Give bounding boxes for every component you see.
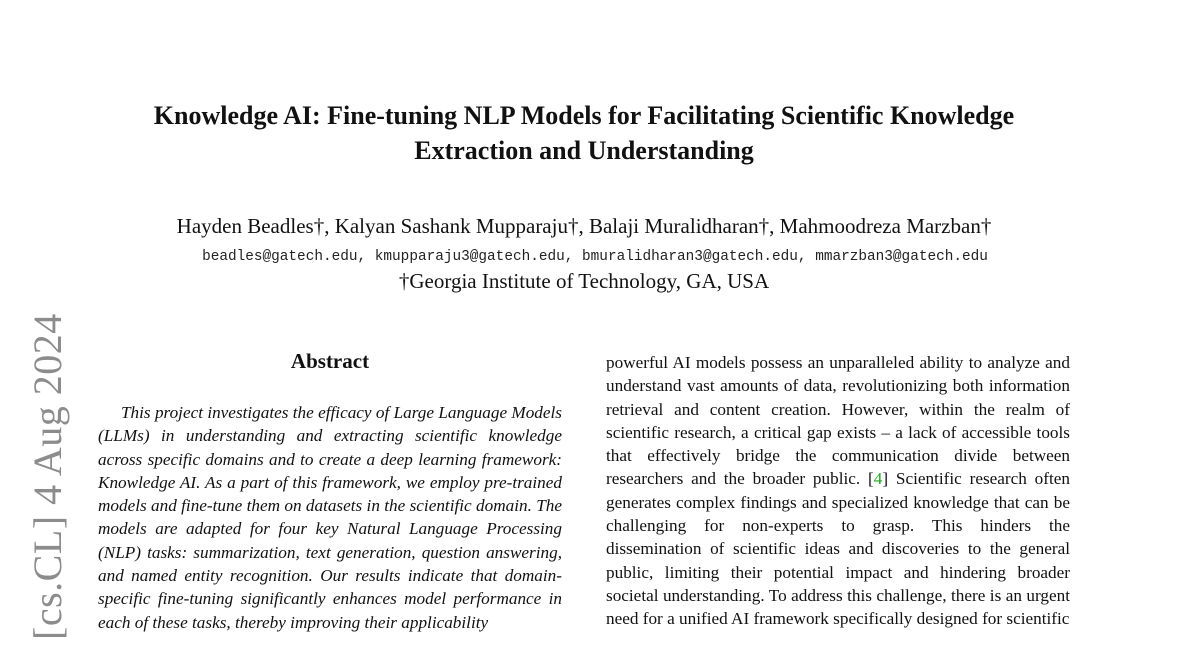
author-affiliation: †Georgia Institute of Technology, GA, USA: [398, 269, 770, 293]
intro-text-part-1: powerful AI models possess an unparalleled ability to analyze and understand vast amounts of data, revolutionizing both information retrieval and content creation. However, within the realm of scientific research, a critical gap exists – a lack of accessible tools that effectively bridge the communication divide between researchers and the broader public. [: [606, 353, 1070, 489]
citation-link[interactable]: 4: [873, 469, 883, 489]
introduction-paragraph: [606, 351, 1070, 631]
paper-title: [80, 98, 1088, 168]
author-list: Hayden Beadles†, Kalyan Sashank Mupparaju†, Balaji Muralidharan†, Mahmoodreza Marzban†: [176, 214, 992, 238]
title-line-1: Knowledge AI: Fine-tuning NLP Models for Facilitating Scientific Knowledge: [153, 101, 1015, 130]
title-line-2: Extraction and Understanding: [414, 136, 754, 165]
intro-text-part-2: ] Scientific research often generates complex findings and specialized knowledge that can be challenging for non-experts to grasp. This hinders the dissemination of scientific ideas and discoveries to the general public, limiting their potential impact and hindering broader societal understanding. To address this challenge, there is an urgent need for a unified AI framework specifically designed for scientific: [606, 469, 1070, 629]
abstract-heading: Abstract: [290, 349, 370, 373]
abstract-text: This project investigates the efficacy of Large Language Models (LLMs) in understanding and extracting scientific knowledge across specific domains and to create a deep learning framework: Knowledge AI. As a part of this framework, we employ pre-trained models and fine-tune them on datasets in the scientific domain. The models are adapted for four key Natural Language Processing (NLP) tasks: summarization, text generation, question answering, and named entity recognition. Our results indicate that domain-specific fine-tuning significantly enhances model performance in each of these tasks, thereby improving their applicability: [98, 403, 562, 632]
author-emails: beadles@gatech.edu, kmupparaju3@gatech.edu, bmuralidharan3@gatech.edu, mmarzban3@gatech.edu: [202, 249, 988, 265]
arxiv-side-stamp: [cs.CL] 4 Aug 2024: [25, 313, 70, 640]
